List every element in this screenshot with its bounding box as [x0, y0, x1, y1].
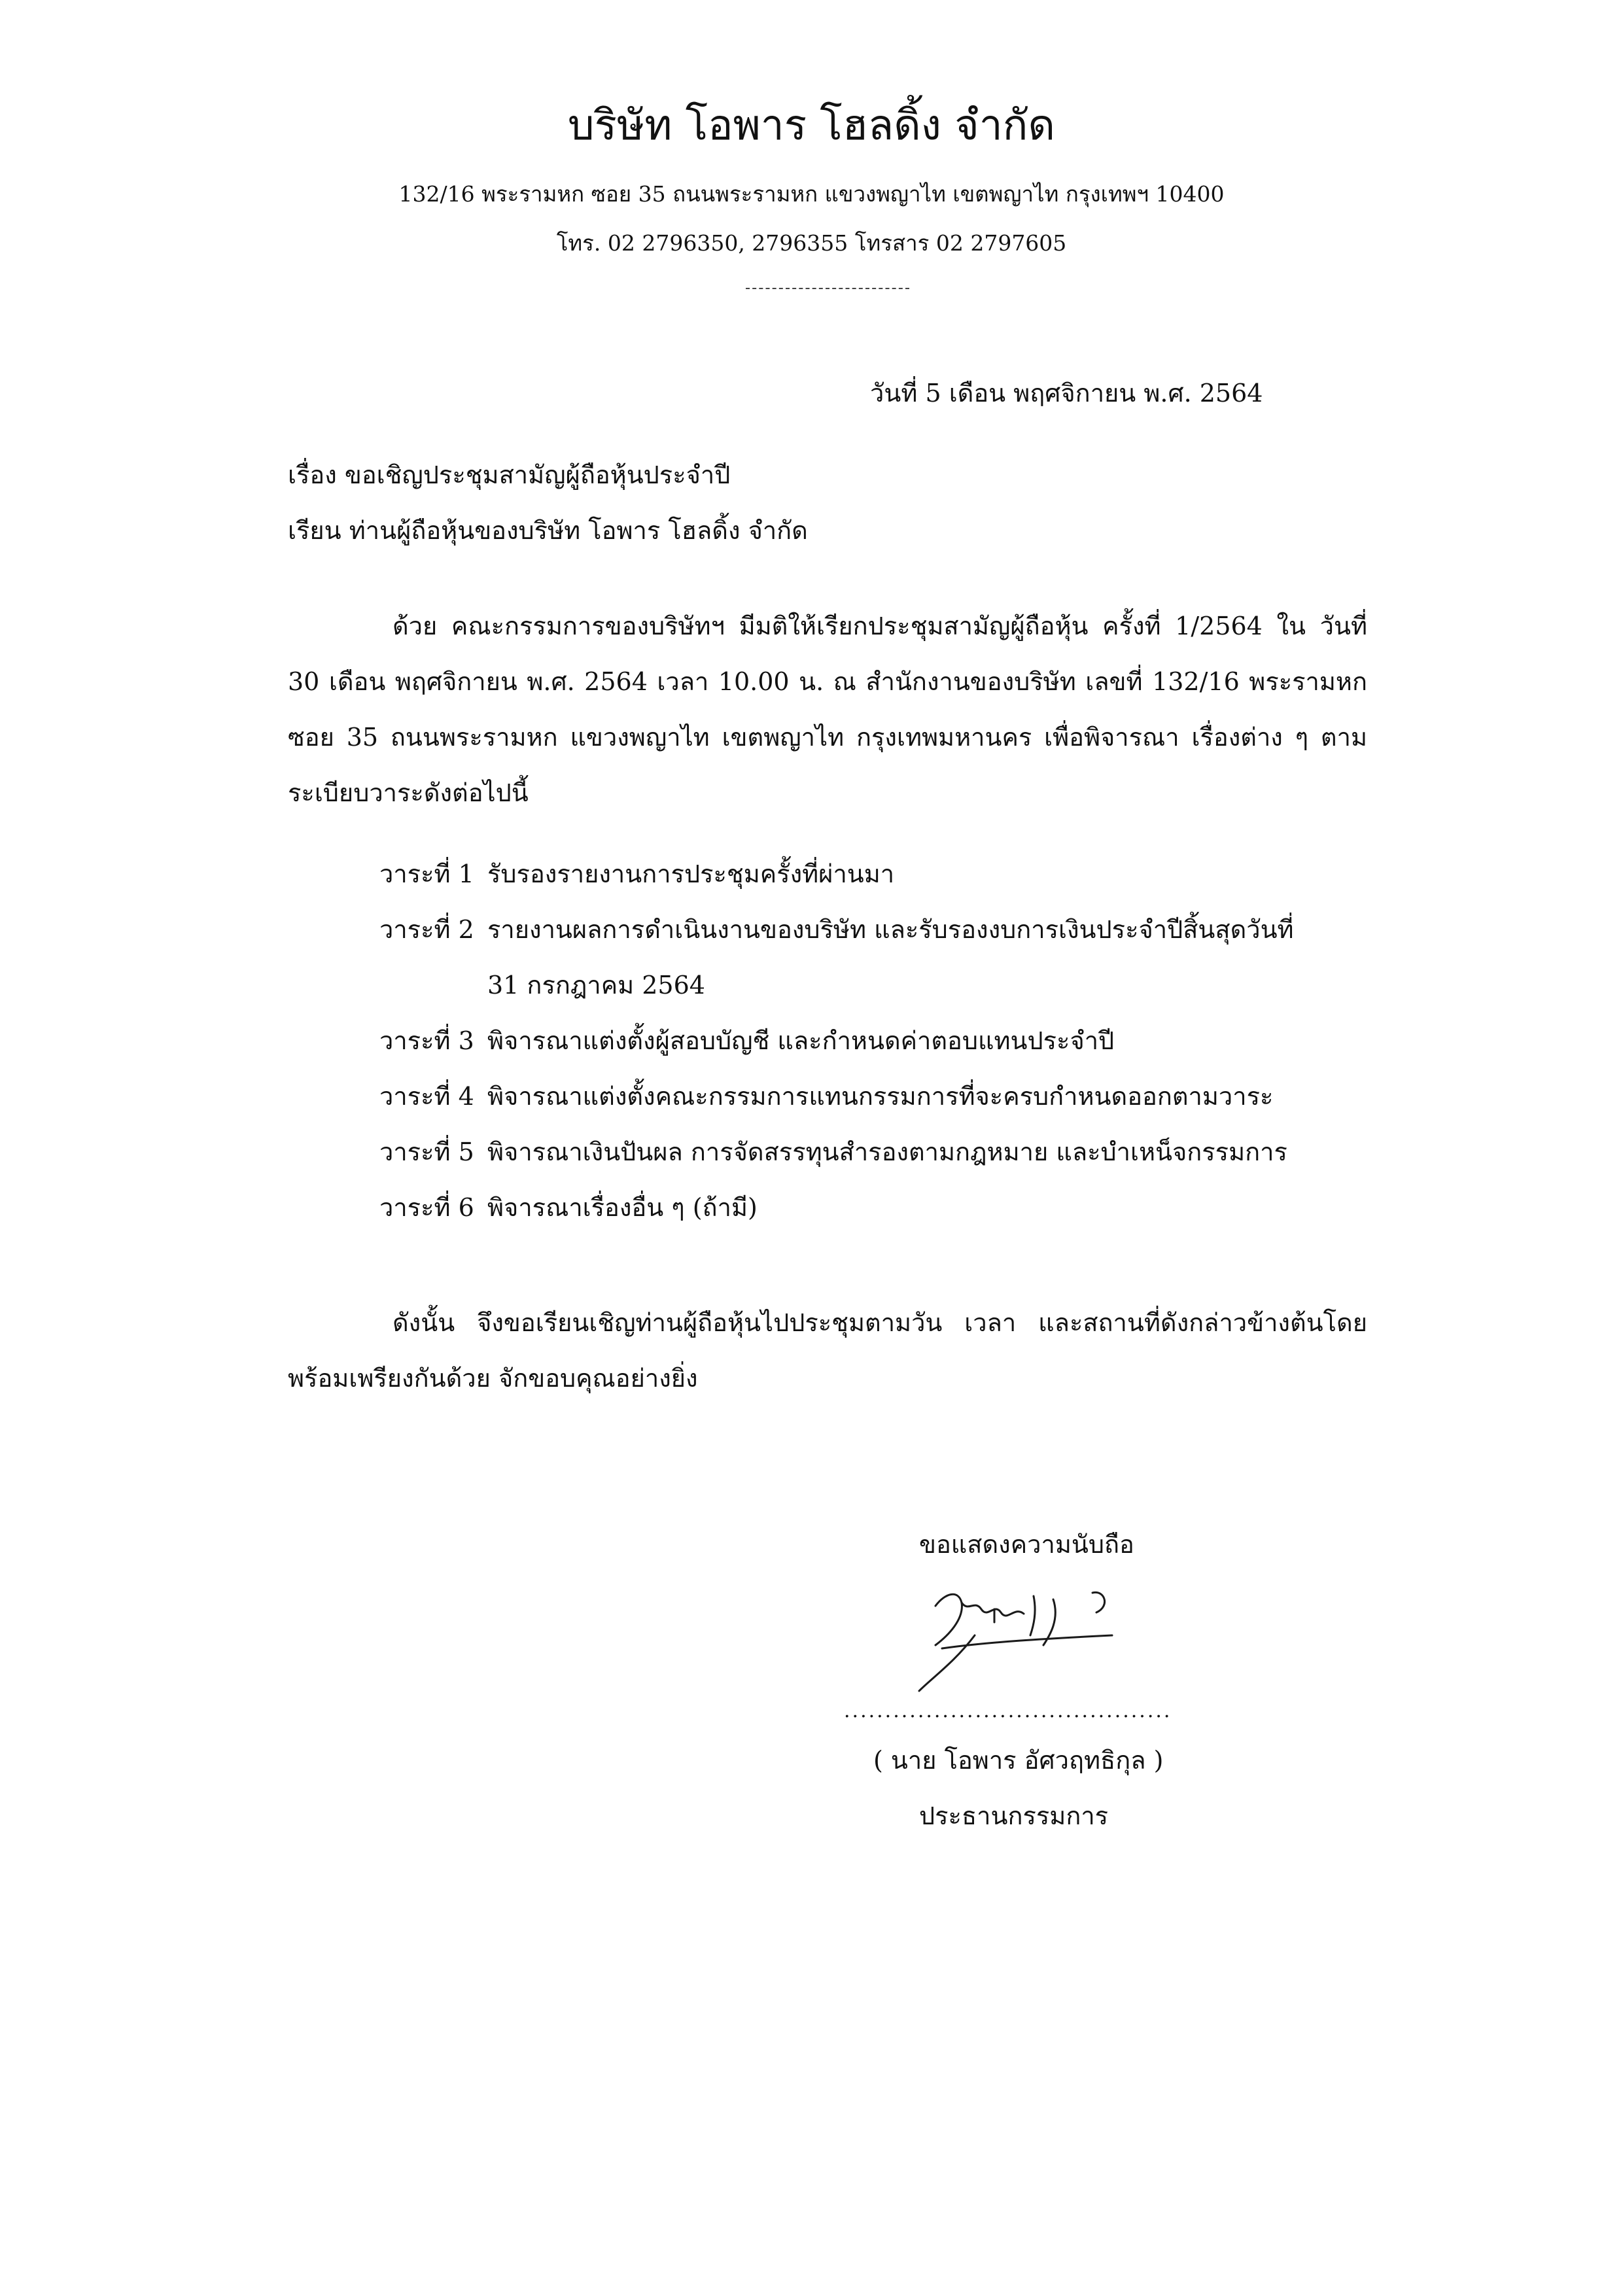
company-name: บริษัท โอพาร โฮลดิ้ง จำกัด: [568, 101, 1055, 150]
letter-recipient: เรียน ท่านผู้ถือหุ้นของบริษัท โอพาร โฮลดิ้ง จำกัด: [288, 516, 808, 545]
company-phones: โทร. 02 2796350, 2796355 โทรสาร 02 2797605: [556, 230, 1067, 256]
agenda-number: วาระที่ 6: [379, 1193, 474, 1222]
agenda-item-2-continuation: 31 กรกฎาคม 2564: [487, 971, 705, 1000]
company-address: 132/16 พระรามหก ซอย 35 ถนนพระรามหก แขวงพญาไท เขตพญาไท กรุงเทพฯ 10400: [398, 181, 1225, 207]
handwritten-signature: [896, 1573, 1145, 1697]
signer-name: ( นาย โอพาร อัศวฤทธิกุล ): [873, 1746, 1164, 1775]
agenda-text: พิจารณาเรื่องอื่น ๆ (ถ้ามี): [487, 1193, 758, 1222]
letterhead-divider: [746, 288, 909, 289]
agenda-item-4: [379, 1076, 1273, 1116]
agenda-number: วาระที่ 5: [379, 1138, 474, 1166]
body-paragraph: ด้วย คณะกรรมการของบริษัทฯ มีมติให้เรียกประชุมสามัญผู้ถือหุ้น ครั้งที่ 1/2564 ใน วันที่ 30 เดือน พฤศจิกายน พ.ศ. 2564 เวลา 10.00 น. ณ สำนักงานของบริษัท เลขที่ 132/16 พระรามหก ซอย 35 ถนนพระรามหก แขวงพญาไท เขตพญาไท กรุงเทพมหานคร เพื่อพิจารณา เรื่องต่าง ๆ ตามระเบียบวาระดังต่อไปนี้: [288, 612, 1367, 807]
regards-text: ขอแสดงความนับถือ: [919, 1530, 1134, 1559]
agenda-number: วาระที่ 3: [379, 1026, 474, 1055]
letter-date: วันที่ 5 เดือน พฤศจิกายน พ.ศ. 2564: [870, 379, 1263, 408]
agenda-item-1: [379, 854, 894, 894]
agenda-number: วาระที่ 2: [379, 915, 474, 944]
signature-line: ........................................: [844, 1699, 1172, 1722]
agenda-text: พิจารณาแต่งตั้งคณะกรรมการแทนกรรมการที่จะครบกำหนดออกตามวาระ: [487, 1082, 1274, 1111]
agenda-number: วาระที่ 1: [379, 860, 474, 888]
agenda-text: พิจารณาเงินปันผล การจัดสรรทุนสำรองตามกฎหมาย และบำเหน็จกรรมการ: [487, 1138, 1287, 1166]
agenda-text: พิจารณาแต่งตั้งผู้สอบบัญชี และกำหนดค่าตอบแทนประจำปี: [487, 1026, 1115, 1055]
agenda-item-6: [379, 1187, 758, 1227]
signer-title: ประธานกรรมการ: [919, 1801, 1109, 1830]
letter-subject: เรื่อง ขอเชิญประชุมสามัญผู้ถือหุ้นประจำปี: [288, 461, 731, 489]
agenda-item-2: [379, 909, 1294, 949]
agenda-number: วาระที่ 4: [379, 1082, 474, 1111]
agenda-text: รับรองรายงานการประชุมครั้งที่ผ่านมา: [487, 860, 895, 888]
agenda-item-5: [379, 1132, 1287, 1172]
closing-paragraph: ดังนั้น จึงขอเรียนเชิญท่านผู้ถือหุ้นไปประชุมตามวัน เวลา และสถานที่ดังกล่าวข้างต้นโดย พร้อมเพรียงกันด้วย จักขอบคุณอย่างยิ่ง: [288, 1308, 1367, 1393]
agenda-item-3: [379, 1020, 1114, 1060]
agenda-text: รายงานผลการดำเนินงานของบริษัท และรับรองงบการเงินประจำปีสิ้นสุดวันที่: [487, 915, 1294, 944]
